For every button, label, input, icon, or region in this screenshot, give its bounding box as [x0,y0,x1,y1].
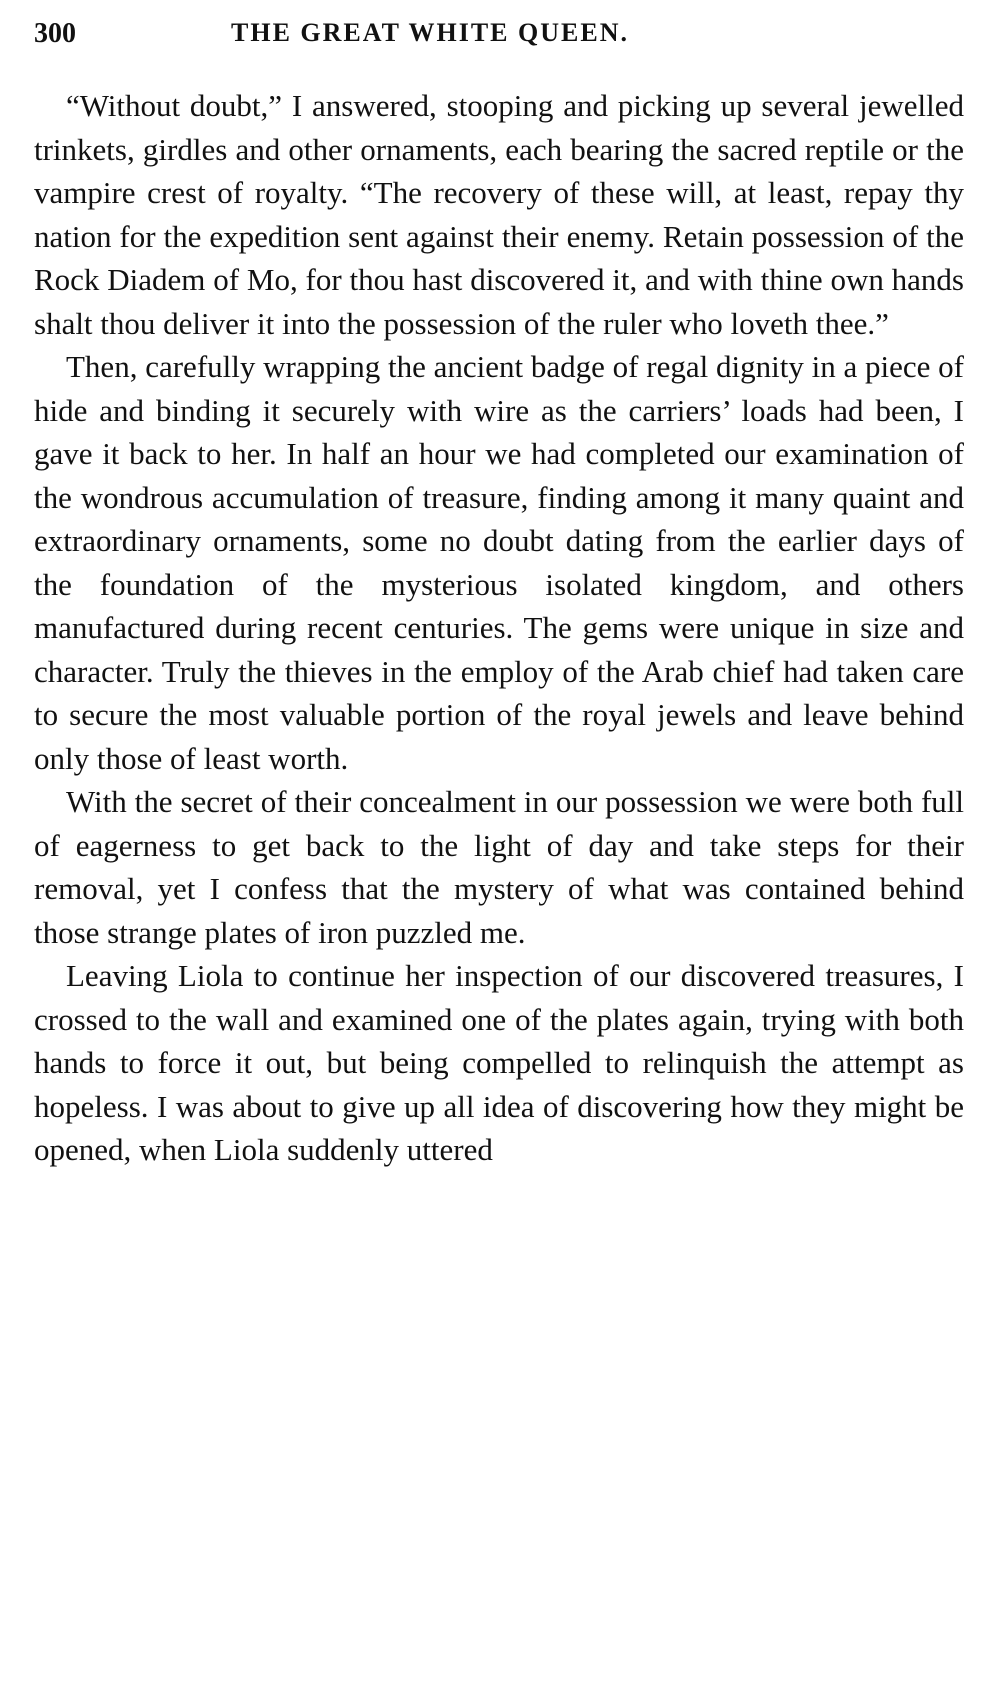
page-number: 300 [34,18,76,49]
body-text [34,84,964,1172]
paragraph: Leaving Liola to continue her inspection of our discovered treasures, I crossed to the wall and examined one of the plates again, trying with both hands to force it out, but being compelled to relinquish the attempt as hopeless. I was about to give up all idea of discovering how they might be opened, when Liola suddenly uttered [34,958,964,1167]
page-header [34,18,964,62]
paragraph: Then, carefully wrapping the ancient badge of regal dignity in a piece of hide and binding it securely with wire as the carriers’ loads had been, I gave it back to her. In half an hour we had completed our examination of the wondrous accumulation of treasure, finding among it many quaint and extraordinary ornaments, some no doubt dating from the earlier days of the foundation of the mysterious isolated kingdom, and others manufactured during recent centuries. The gems were unique in size and character. Truly the thieves in the employ of the Arab chief had taken care to secure the most valuable portion of the royal jewels and leave behind only those of least worth. [34,349,964,776]
paragraph: With the secret of their concealment in our possession we were both full of eagerness to get back to the light of day and take steps for their removal, yet I confess that the mystery of what was contained behind those strange plates of iron puzzled me. [34,784,964,950]
running-title: THE GREAT WHITE QUEEN. [231,18,629,47]
paragraph: “Without doubt,” I answered, stooping and picking up several jewelled trinkets, girdles and other ornaments, each bearing the sacred reptile or the vampire crest of royalty. “The recovery of these will, at least, repay thy nation for the expedition sent against their enemy. Retain possession of the Rock Diadem of Mo, for thou hast discovered it, and with thine own hands shalt thou deliver it into the possession of the ruler who loveth thee.” [34,88,964,341]
